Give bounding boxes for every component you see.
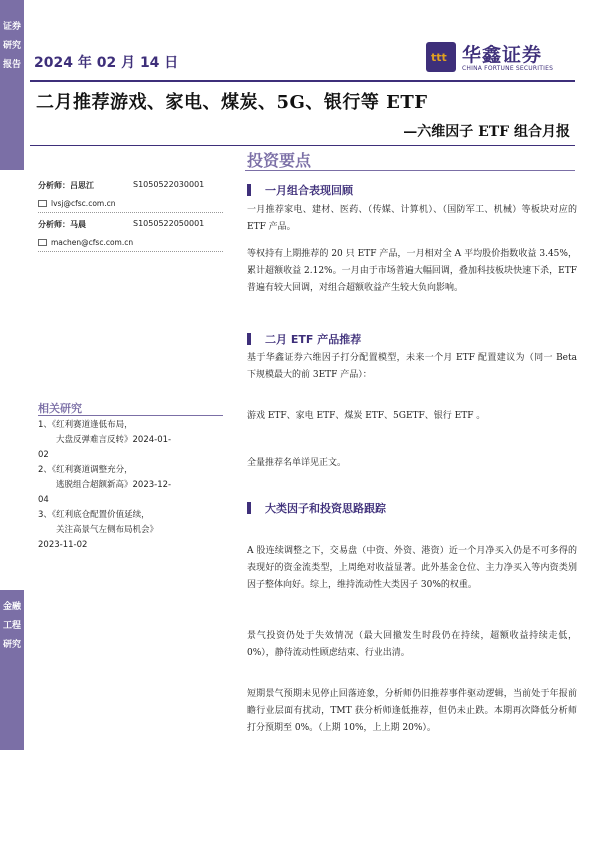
mail-icon — [38, 239, 47, 246]
paragraph: 一月推荐家电、建材、医药、（传媒、计算机）、（国防军工、机械）等板块对应的 ETF 产品。 — [247, 205, 577, 232]
analyst-email-row — [38, 195, 223, 211]
logo-mark-icon: ttt — [426, 42, 456, 72]
analyst-row — [38, 180, 223, 195]
paragraph: A 股连续调整之下，交易盘（中资、外资、港资）近一个月净买入仍是不可多得的表现好的资金流类型，上周绝对收益显著。此外基金仓位、主力净买入等内资类别因子整体向好。综上，维持流动性大类因子 30%的权重。 — [247, 546, 577, 590]
mail-icon — [38, 200, 47, 207]
paragraph: 景气投资仍处于失效情况（最大回撤发生时段仍在持续，超额收益持续走低，0%），静待流动性顾虑结束、行业出清。 — [247, 631, 577, 658]
side-bar-mid — [0, 170, 24, 590]
analyst-row — [38, 219, 223, 234]
dotted-divider — [38, 212, 223, 213]
header-divider — [30, 80, 575, 82]
side-label-top: 证券研究报告 — [2, 22, 21, 70]
analyst-email[interactable]: machen@cfsc.com.cn — [51, 237, 134, 247]
analyst-email-row — [38, 234, 223, 250]
key-points-divider — [245, 170, 575, 171]
company-logo — [426, 40, 576, 76]
related-item[interactable]: 2、《红利赛道调整充分， 逃脱组合超额新高》2023-12- 04 — [38, 465, 172, 505]
related-research-divider — [38, 415, 223, 416]
title-divider — [30, 145, 575, 146]
section-heading: 大类因子和投资思路跟踪 — [247, 500, 386, 516]
paragraph: 游戏 ETF、家电 ETF、煤炭 ETF、5GETF、银行 ETF 。 — [247, 411, 486, 421]
side-bar-bottom — [0, 590, 24, 750]
side-bar-top — [0, 0, 24, 170]
related-research-title: 相关研究 — [38, 402, 82, 415]
related-item[interactable]: 1、《红利赛道逢低布局， 大盘反弹难言反转》2024-01- 02 — [38, 420, 172, 460]
paragraph: 短期景气预期未见停止回落迹象，分析师仍旧推荐事件驱动逻辑，当前处于年报前瞻行业层面有扰动，TMT 获分析师逢低推荐，但仍未止跌。本期再次降低分析师打分预期至 0%。（上期 10%，上上期 20%）。 — [247, 689, 577, 733]
analyst-code: S1050522030001 — [133, 180, 205, 189]
report-date: 2024 年 02 月 14 日 — [34, 55, 179, 71]
related-research-list — [38, 418, 223, 553]
dotted-divider — [38, 251, 223, 252]
key-points-title: 投资要点 — [247, 151, 312, 170]
analyst-name: 分析师：吕思江 — [38, 181, 94, 190]
logo-name-cn: 华鑫证券 — [462, 44, 543, 66]
heading-bar — [247, 502, 251, 514]
report-title: 二月推荐游戏、家电、煤炭、5G、银行等 ETF — [36, 92, 428, 113]
report-subtitle: —六维因子 ETF 组合月报 — [403, 124, 570, 140]
side-bar — [0, 0, 24, 841]
analyst-code: S1050522050001 — [133, 219, 205, 228]
related-item[interactable]: 3、《红利底仓配置价值延续， 关注高景气左侧布局机会》 2023-11-02 — [38, 510, 159, 550]
paragraph: 全量推荐名单详见正文。 — [247, 458, 347, 468]
section-heading: 一月组合表现回顾 — [247, 182, 353, 198]
logo-name-en: CHINA FORTUNE SECURITIES — [462, 65, 554, 72]
heading-bar — [247, 333, 251, 345]
heading-bar — [247, 184, 251, 196]
paragraph: 等权持有上期推荐的 20 只 ETF 产品，一月相对全 A 平均股价指数收益 3.45%，累计超额收益 2.12%。一月由于市场普遍大幅回调，叠加科技板块快速下杀，ETF 普遍有较大回调，对组合超额收益产生较大负向影响。 — [247, 249, 577, 293]
section-heading: 二月 ETF 产品推荐 — [247, 331, 361, 347]
side-label-bottom: 金融工程研究 — [2, 602, 21, 650]
analyst-email[interactable]: lvsj@cfsc.com.cn — [51, 198, 116, 208]
analyst-name: 分析师：马晨 — [38, 220, 86, 229]
paragraph: 基于华鑫证券六维因子打分配置模型，未来一个月 ETF 配置建议为（同一 Beta 下规模最大的前 3ETF 产品）： — [247, 353, 577, 380]
analyst-info — [38, 180, 223, 258]
